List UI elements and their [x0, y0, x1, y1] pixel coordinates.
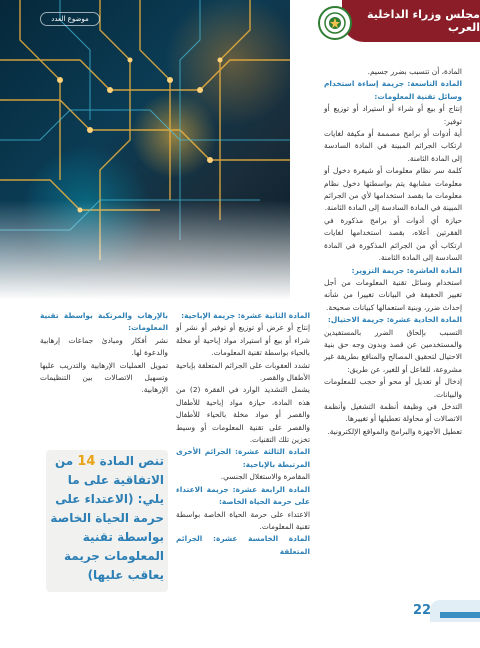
paragraph: التدخل في وظيفة أنظمة التشغيل وأنظمة الاتصالات أو محاولة تعطيلها أو تغييرها. — [324, 401, 462, 424]
paragraph: كلمة سر نظام معلومات أو شيفرة دخول أو معلومات مشابهة يتم بواسطتها دخول نظام معلومات ما بقصد استخدامها لأي من الجرائم المبينة في المادة السادسة إلى المادة الثامنة. — [324, 166, 462, 213]
paragraph: إنتاج أو عرض أو توزيع أو توفير أو نشر أو شراء أو بيع أو استيراد مواد إباحية أو مخلة بالحياء بواسطة تقنية المعلومات. — [176, 323, 310, 358]
page-number-bar — [440, 612, 480, 618]
paragraph: الاعتداء على حرمة الحياة الخاصة بواسطة تقنية المعلومات. — [176, 509, 310, 531]
paragraph: تعطيل الأجهزة والبرامج والمواقع الإلكترونية. — [327, 426, 462, 436]
right-column — [324, 66, 462, 438]
pull-quote — [46, 452, 164, 585]
article-heading: المادة التاسعة: جريمة إساءة استخدام وسائل تقنية المعلومات: — [324, 79, 462, 101]
paragraph: يشمل التشديد الوارد في الفقرة (2) من هذه المادة، حيازة مواد إباحية للأطفال والقصر أو مواد مخلة بالحياء للأطفال والقصر على تقنية المعلومات أو وسيط تخزين تلك التقنيات. — [176, 385, 310, 445]
article-heading: بالإرهاب والمرتكبة بواسطة تقنية المعلومات: — [40, 311, 168, 333]
paragraph: نشر أفكار ومبادئ جماعات إرهابية والدعوة لها. — [40, 335, 168, 358]
quote-after: من الاتفاقية على ما يلي: (الاعتداء على حرمة الحياة الخاصة بواسطة تقنية المعلومات جريمة يعاقب عليها) — [50, 454, 164, 582]
paragraph: أية أدوات أو برامج مصممة أو مكيفة لغايات ارتكاب الجرائم المبينة في المادة السادسة إلى المادة الثامنة. — [324, 129, 462, 163]
paragraph: التسبب بإلحاق الضرر بالمستفيدين والمستخدمين عن قصد وبدون وجه حق بنية الاحتيال لتحقيق المصالح والمنافع بطريقة غير مشروعة، للفاعل أو للغير، عن طريق: — [324, 327, 462, 374]
header-title: مجلس وزراء الداخلية العرب — [367, 8, 480, 34]
paragraph: استخدام وسائل تقنية المعلومات من أجل تغيير الحقيقة في البيانات تغييرا من شأنه إحداث ضرر، وبنية استعمالها كبيانات صحيحة. — [324, 277, 462, 312]
article-heading: المادة الثالثة عشرة: الجرائم الأخرى المرتبطة بالإباحية: — [176, 447, 310, 469]
paragraph: إدخال أو تعديل أو محو أو حجب للمعلومات والبيانات. — [324, 377, 462, 399]
image-fade — [0, 200, 290, 300]
article-heading: المادة الخامسة عشرة: الجرائم المتعلقة — [176, 534, 310, 556]
quote-before: تنص المادة — [95, 454, 164, 468]
left-column — [40, 310, 168, 397]
article-heading: المادة العاشرة: جريمة التزوير: — [351, 265, 462, 275]
article-heading: المادة الرابعة عشرة: جريمة الاعتداء على حرمة الحياة الخاصة: — [176, 484, 310, 507]
header-banner — [342, 0, 480, 42]
council-emblem-icon — [318, 6, 352, 40]
paragraph: المادة، أن تتسبب بضرر جسيم. — [367, 67, 462, 76]
quote-article-number: 14 — [77, 454, 96, 469]
paragraph: المقامرة والاستغلال الجنسي. — [220, 472, 310, 482]
paragraph: إنتاج أو بيع أو شراء أو استيراد أو توزيع أو توفير: — [324, 104, 462, 126]
article-heading: المادة الثانية عشرة: جريمة الإباحية: — [181, 311, 310, 320]
page-number: 22 — [412, 603, 432, 618]
paragraph: تشدد العقوبات على الجرائم المتعلقة بإباحية الأطفال والقصر. — [176, 360, 310, 383]
paragraph: تمويل العمليات الإرهابية والتدريب عليها وتسهيل الاتصالات بين التنظيمات الإرهابية. — [40, 360, 168, 395]
paragraph: حيازة أي أدوات أو برامج مذكورة في الفقرتين أعلاه، بقصد استخدامها لغايات ارتكاب أي من الجرائم المذكورة في المادة السادسة إلى المادة الثامنة. — [324, 215, 462, 263]
article-heading: المادة الحادية عشرة: جريمة الاحتيال: — [327, 315, 462, 325]
section-tab: موضوع العدد — [40, 12, 100, 26]
middle-column — [176, 310, 310, 558]
